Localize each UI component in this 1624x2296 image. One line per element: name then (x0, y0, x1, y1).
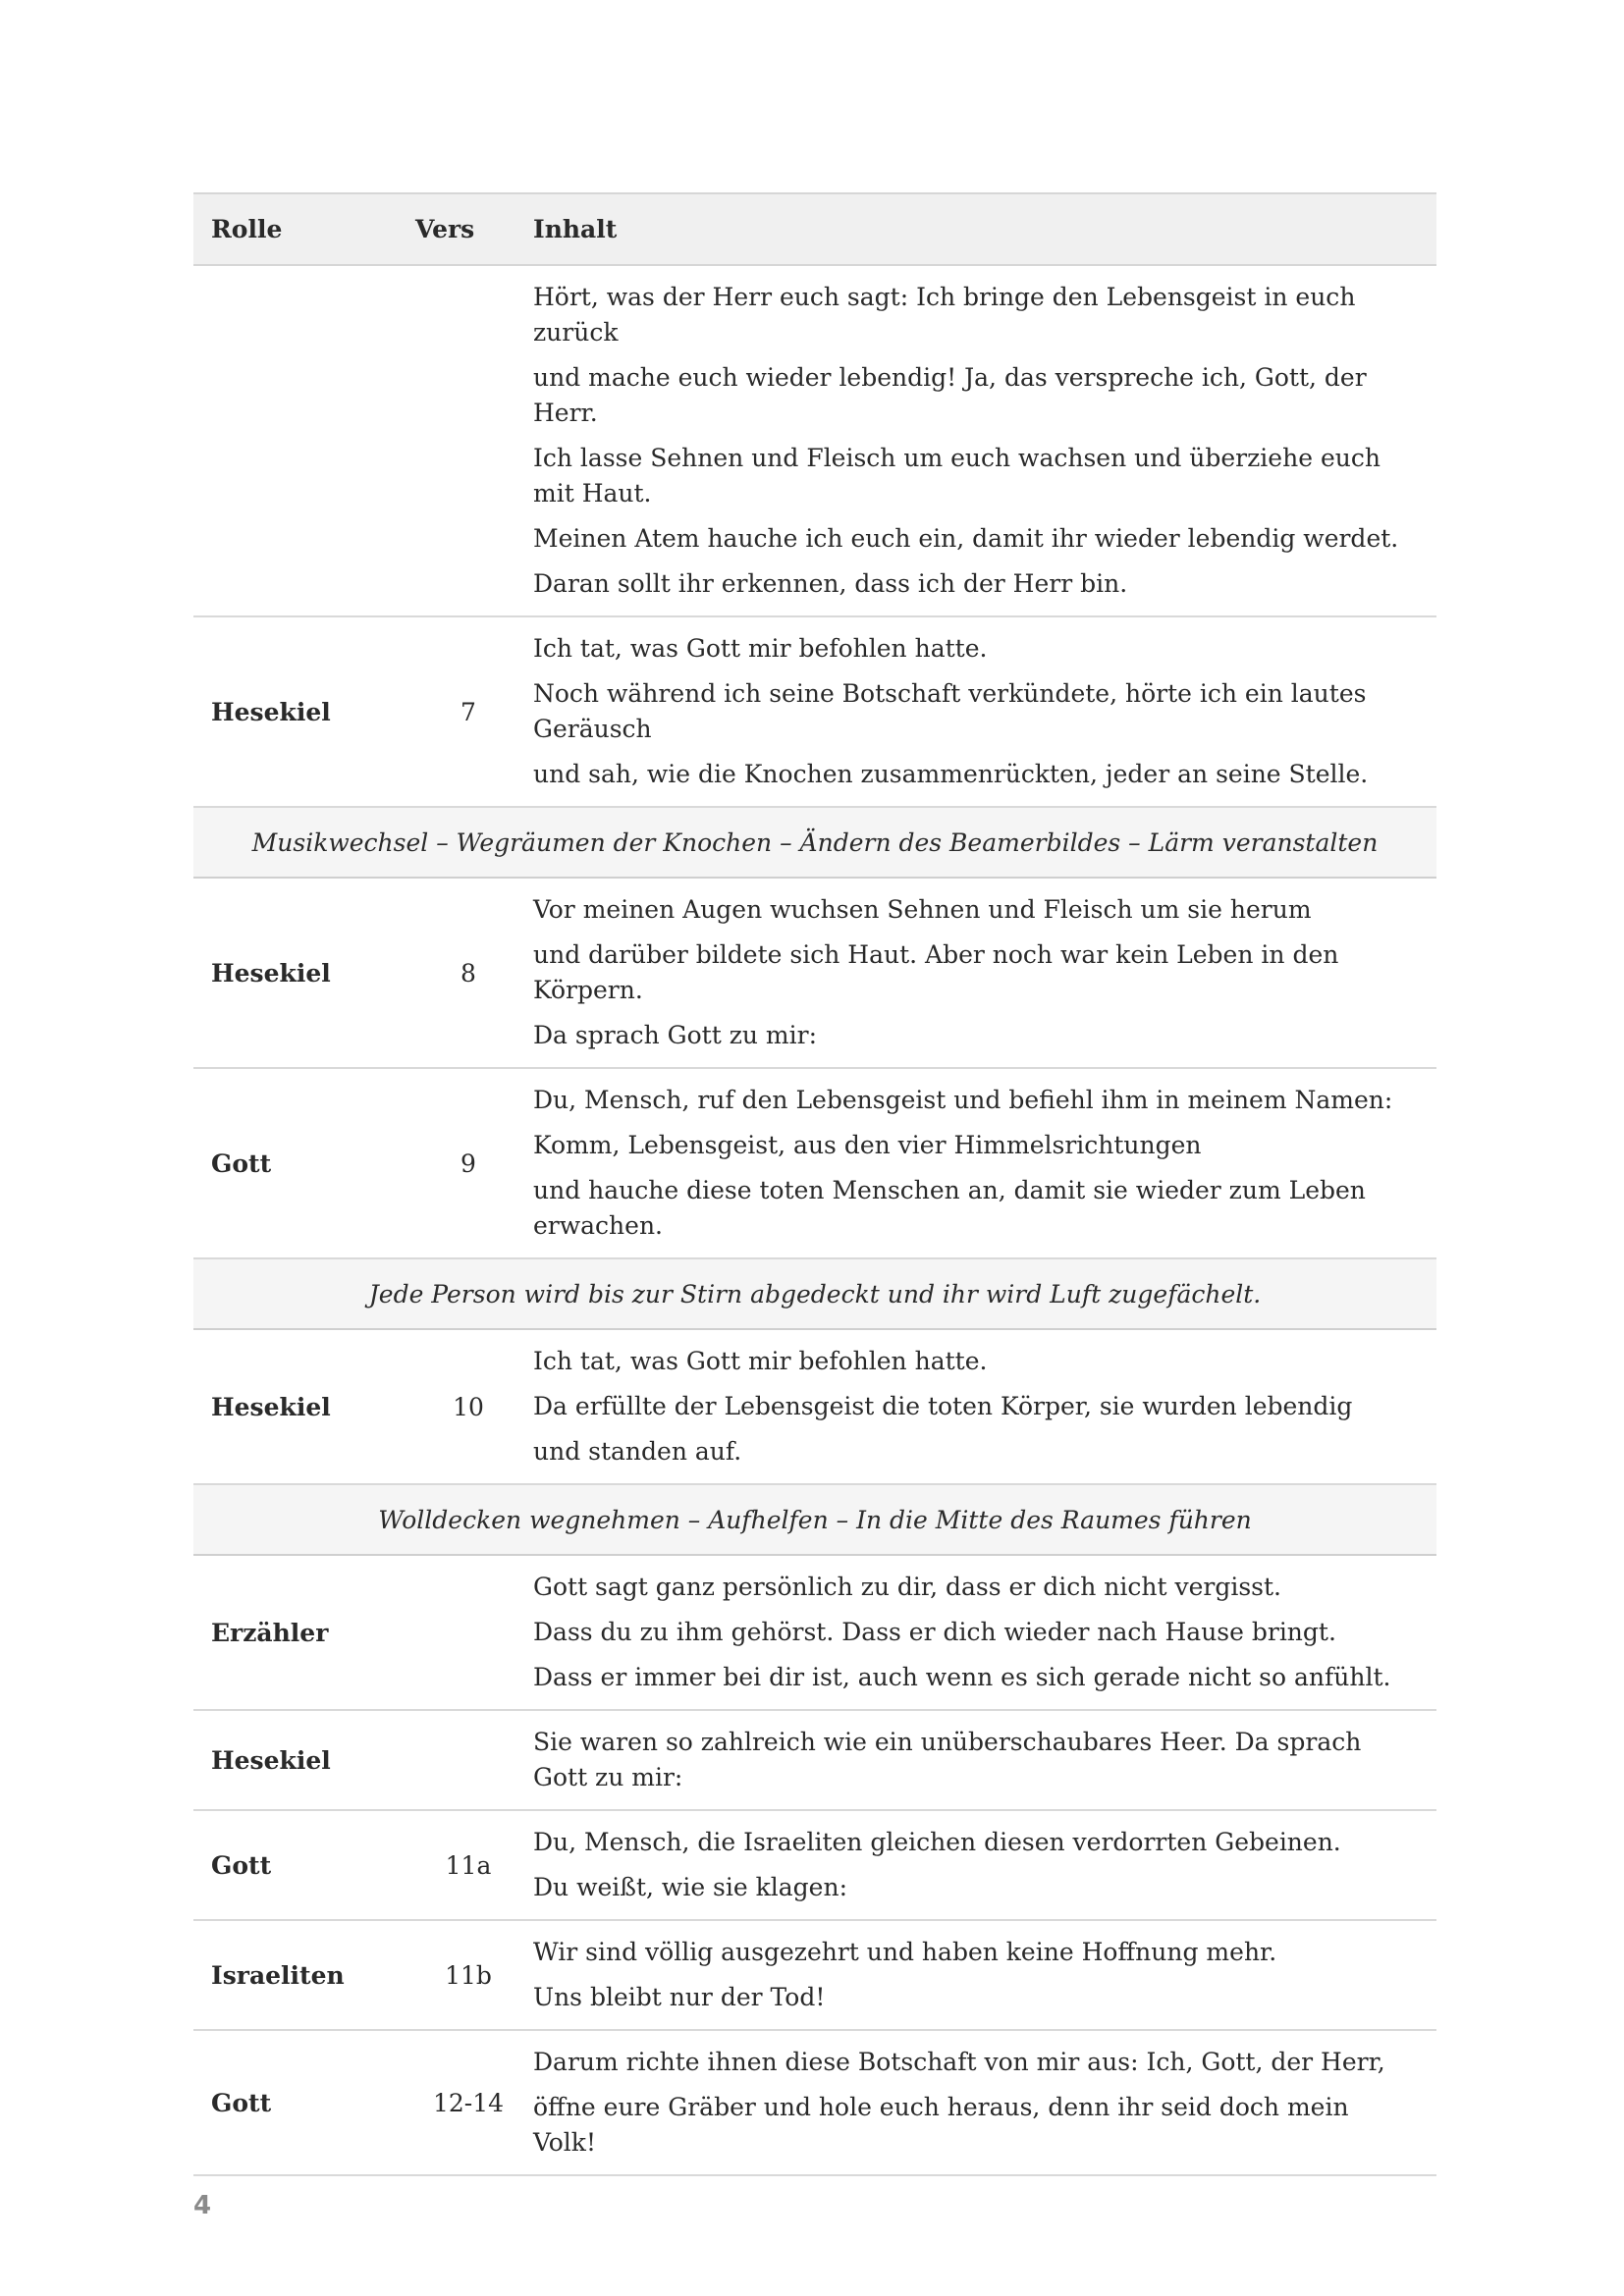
content-cell (533, 1068, 1436, 1258)
content-line: Komm, Lebensgeist, aus den vier Himmelsrichtungen (533, 1131, 1202, 1159)
verse-cell: 7 (460, 697, 476, 726)
table-row (193, 616, 1436, 807)
role-cell: Hesekiel (211, 1745, 331, 1775)
stage-direction: Jede Person wird bis zur Stirn abgedeckt und ihr wird Luft zugefächelt. (368, 1279, 1262, 1308)
verse-cell: 9 (460, 1148, 476, 1178)
content-cell (533, 2030, 1436, 2175)
verse-cell (407, 1555, 533, 1710)
table-row (193, 1810, 1436, 1920)
content-line: und darüber bildete sich Haut. Aber noch war kein Leben in den Körpern. (533, 940, 1339, 1004)
content-cell (533, 1810, 1436, 1920)
stage-direction: Musikwechsel – Wegräumen der Knochen – Ändern des Beamerbildes – Lärm veranstalten (251, 828, 1379, 857)
content-line: Noch während ich seine Botschaft verkündete, hörte ich ein lautes Geräusch (533, 679, 1367, 743)
table-body (193, 265, 1436, 2175)
stage-direction-row (193, 807, 1436, 878)
header-verse: Vers (415, 215, 475, 243)
content-line: Uns bleibt nur der Tod! (533, 1983, 826, 2011)
content-cell (533, 1920, 1436, 2030)
verse-cell: 10 (453, 1392, 484, 1421)
content-line: Du, Mensch, die Israeliten gleichen diesen verdorrten Gebeinen. (533, 1828, 1341, 1856)
content-line: und sah, wie die Knochen zusammenrückten, jeder an seine Stelle. (533, 760, 1369, 788)
stage-direction-row (193, 1484, 1436, 1555)
content-line: Da sprach Gott zu mir: (533, 1021, 817, 1049)
table-row (193, 265, 1436, 616)
content-line: Ich tat, was Gott mir befohlen hatte. (533, 634, 988, 663)
content-line: Dass er immer bei dir ist, auch wenn es sich gerade nicht so anfühlt. (533, 1663, 1391, 1691)
verse-cell: 11b (445, 1960, 492, 1990)
content-line: Dass du zu ihm gehörst. Dass er dich wieder nach Hause bringt. (533, 1618, 1336, 1646)
verse-cell: 11a (445, 1850, 492, 1880)
content-line: öffne eure Gräber und hole euch heraus, denn ihr seid doch mein Volk! (533, 2093, 1349, 2157)
table-row (193, 1710, 1436, 1810)
role-cell: Israeliten (211, 1960, 345, 1990)
script-table (193, 192, 1436, 2176)
verse-cell (407, 265, 533, 616)
content-line: Gott sagt ganz persönlich zu dir, dass er dich nicht vergisst. (533, 1573, 1281, 1601)
content-line: Daran sollt ihr erkennen, dass ich der Herr bin. (533, 569, 1128, 598)
role-cell: Erzähler (211, 1618, 329, 1647)
table-row (193, 1068, 1436, 1258)
header-role: Rolle (211, 215, 283, 243)
content-cell (533, 1555, 1436, 1710)
table-row (193, 1920, 1436, 2030)
content-line: Wir sind völlig ausgezehrt und haben keine Hoffnung mehr. (533, 1938, 1277, 1966)
stage-direction: Wolldecken wegnehmen – Aufhelfen – In die Mitte des Raumes führen (378, 1505, 1252, 1534)
content-line: Ich tat, was Gott mir befohlen hatte. (533, 1347, 988, 1375)
role-cell: Hesekiel (211, 697, 331, 726)
role-cell (193, 265, 407, 616)
table-row (193, 1329, 1436, 1484)
content-line: und hauche diese toten Menschen an, damit sie wieder zum Leben erwachen. (533, 1176, 1366, 1240)
content-line: Hört, was der Herr euch sagt: Ich bringe den Lebensgeist in euch zurück (533, 283, 1356, 347)
table-header (193, 193, 1436, 265)
role-cell: Hesekiel (211, 958, 331, 988)
stage-direction-row (193, 1258, 1436, 1329)
verse-cell: 8 (460, 958, 476, 988)
content-cell (533, 265, 1436, 616)
content-line: und standen auf. (533, 1437, 742, 1466)
verse-cell (407, 1710, 533, 1810)
role-cell: Gott (211, 2088, 272, 2117)
content-cell (533, 1329, 1436, 1484)
content-line: Du, Mensch, ruf den Lebensgeist und befiehl ihm in meinem Namen: (533, 1086, 1393, 1114)
table-row (193, 1555, 1436, 1710)
content-line: Meinen Atem hauche ich euch ein, damit ihr wieder lebendig werdet. (533, 524, 1399, 553)
content-line: Da erfüllte der Lebensgeist die toten Körper, sie wurden lebendig (533, 1392, 1353, 1420)
content-line: Vor meinen Augen wuchsen Sehnen und Fleisch um sie herum (533, 895, 1312, 924)
content-cell (533, 878, 1436, 1068)
content-line: Sie waren so zahlreich wie ein unüberschaubares Heer. Da sprach Gott zu mir: (533, 1728, 1362, 1791)
role-cell: Gott (211, 1850, 272, 1880)
table-row (193, 2030, 1436, 2175)
content-cell (533, 616, 1436, 807)
content-line: und mache euch wieder lebendig! Ja, das verspreche ich, Gott, der Herr. (533, 363, 1367, 427)
content-line: Ich lasse Sehnen und Fleisch um euch wachsen und überziehe euch mit Haut. (533, 444, 1380, 507)
verse-cell: 12-14 (432, 2088, 505, 2117)
header-content: Inhalt (533, 215, 618, 243)
content-line: Du weißt, wie sie klagen: (533, 1873, 847, 1901)
role-cell: Gott (211, 1148, 272, 1178)
content-line: Darum richte ihnen diese Botschaft von mir aus: Ich, Gott, der Herr, (533, 2048, 1385, 2076)
role-cell: Hesekiel (211, 1392, 331, 1421)
table-row (193, 878, 1436, 1068)
page-number: 4 (193, 2191, 212, 2220)
content-cell (533, 1710, 1436, 1810)
